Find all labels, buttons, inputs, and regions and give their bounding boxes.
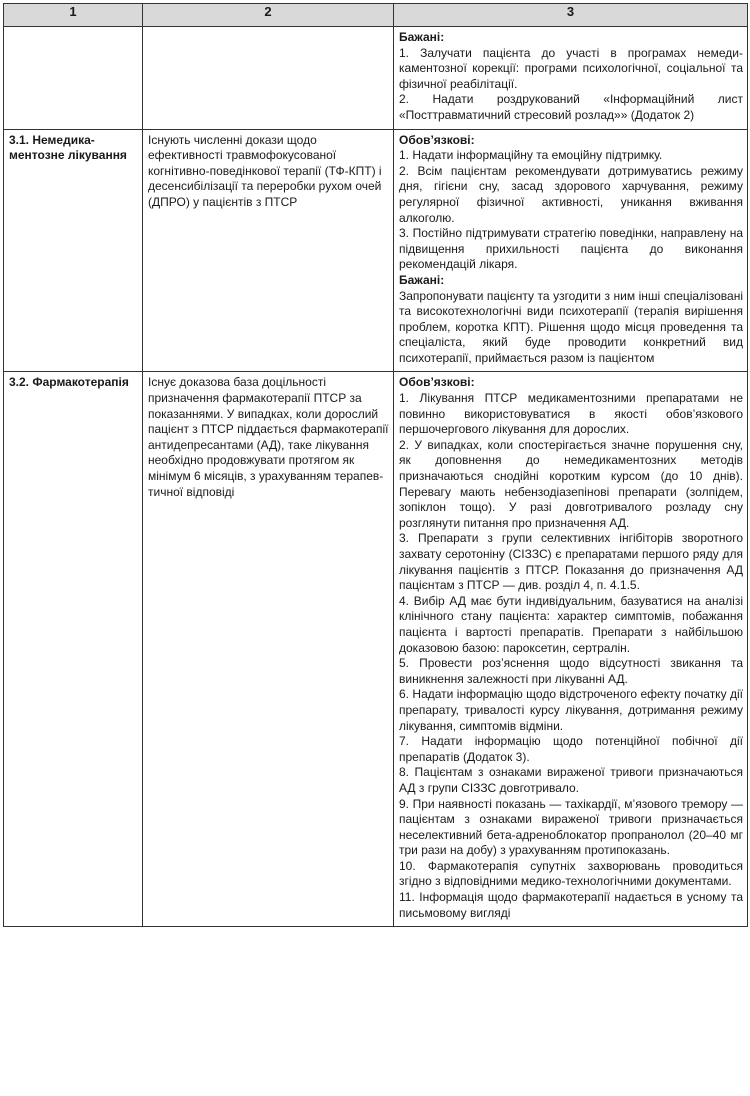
row-recommendations	[394, 129, 748, 372]
recommendation-item: 1. Залучати пацієнта до участі в програмах немедикаментозної корекції: програми психологічної, соціальної та фізичної реабілітації.	[399, 45, 743, 91]
row-evidence-text: Існують численні докази щодо ефективності травмофокусованої когнітивно-поведінкової терапії (ТФ-КПТ) і десенсибілізації та переробки рухом очей (ДПРО) у пацієнтів з ПТСР	[143, 129, 394, 372]
row-section-label	[4, 27, 143, 130]
table-header-row	[4, 4, 748, 27]
table-row	[4, 372, 748, 927]
recommendation-heading: Бажані:	[399, 30, 445, 44]
row-section-label: 3.1. Немедикаментозне лікування	[4, 129, 143, 372]
table-row	[4, 129, 748, 372]
recommendation-heading: Обов’язкові:	[399, 375, 475, 390]
recommendation-item: 11. Інформація щодо фармакотерапії надається в усному та письмовому вигляді	[399, 890, 743, 920]
document-page	[3, 3, 747, 927]
table-row	[4, 27, 748, 130]
row-recommendations	[394, 27, 748, 130]
column-header-1: 1	[4, 4, 143, 27]
recommendation-item: 2. Всім пацієнтам рекомендувати дотримуватись режиму дня, гігієни сну, засад здорового харчування, режиму регулярної фізичної активності, уникання вживання алкоголю.	[399, 163, 743, 225]
recommendation-item: 2. У випадках, коли спостерігається значне порушення сну, як доповнення до немедикаментозних методів призначаються снодійні коротким курсом (до 10 днів). Перевагу мають небензодіазепінові препарати (золпідем, зопіклон тощо). У разі довготривалого розладу сну розглянути питання про призначення АД.	[399, 437, 743, 530]
recommendation-item: 4. Вибір АД має бути індивідуальним, базуватися на аналізі клінічного стану пацієнта: характер симптомів, побажання пацієнта і вартості препаратів. Препарати з найбільшою доказовою базою: пароксетин, сертралін.	[399, 593, 743, 655]
treatment-table	[3, 3, 748, 927]
recommendation-item: Запропонувати пацієнту та узгодити з ним інші спеціалізовані та високотехнологічні види психотерапії (терапія вирішення проблем, коротка КПТ). Рішення щодо місця проведення та спеціаліста, який буде проводити конкретний вид психотерапії, приймається разом із пацієнтом	[399, 288, 743, 365]
recommendation-item: 10. Фармакотерапія супутніх захворювань проводиться згідно з відповідними медико-технологічними документами.	[399, 858, 743, 889]
recommendation-item: 3. Препарати з групи селективних інгібіторів зворотного захвату серотоніну (СІЗЗС) є препаратами першого ряду для лікування пацієнтів з ПТСР. Показання до призначення АД пацієнтам з ПТСР — див. розділ 4, п. 4.1.5.	[399, 531, 743, 593]
row-section-label: 3.2. Фармакотерапія	[4, 372, 143, 927]
recommendation-heading: Обов’язкові:	[399, 132, 475, 147]
recommendation-item: 3. Постійно підтримувати стратегію поведінки, направлену на підвищення прихильності пацієнта до виконання рекомендацій лікаря.	[399, 226, 743, 272]
recommendation-item: 1. Надати інформаційну та емоційну підтримку.	[399, 148, 663, 163]
recommendation-item: 5. Провести роз’яснення щодо відсутності звикання та виникнення залежності при лікуванні АД.	[399, 656, 743, 686]
column-header-3: 3	[394, 4, 748, 27]
recommendation-item: 8. Пацієнтам з ознаками вираженої тривоги призначаються АД з групи СІЗЗС довготривало.	[399, 765, 743, 795]
recommendation-item: 1. Лікування ПТСР медикаментозними препаратами не повинно використовуватися в якості обов’язкового першочергового лікування для дорослих.	[399, 391, 743, 437]
recommendation-item: 9. При наявності показань — тахікардії, м’язового тремору — пацієнтам з ознаками вираженої тривоги призначається неселективний бета-адреноблокатор пропранолол (20–40 мг три рази на добу) з урахуванням протипоказань.	[399, 796, 743, 858]
row-recommendations	[394, 372, 748, 927]
recommendation-heading: Бажані:	[399, 272, 445, 287]
recommendation-item: 7. Надати інформацію щодо потенційної побічної дії препаратів (Додаток 3).	[399, 734, 743, 764]
recommendation-item: 6. Надати інформацію щодо відстроченого ефекту початку дії препарату, тривалості курсу лікування, дотримання режиму лікування, симптомів відміни.	[399, 687, 743, 733]
row-evidence-text: Існує доказова база доцільності призначення фармакотерапії ПТСР за показаннями. У випадках, коли дорослий пацієнт з ПТСР піддається фармакотерапії антидепресантами (АД), таке лікування необхідно продовжувати протягом як мінімум 6 місяців, з урахуванням терапевтичної відповіді	[143, 372, 394, 927]
row-evidence-text	[143, 27, 394, 130]
recommendation-item: 2. Надати роздрукований «Інформаційний лист «Посттравматичний стресовий розлад»» (Додаток 2)	[399, 92, 743, 122]
column-header-2: 2	[143, 4, 394, 27]
